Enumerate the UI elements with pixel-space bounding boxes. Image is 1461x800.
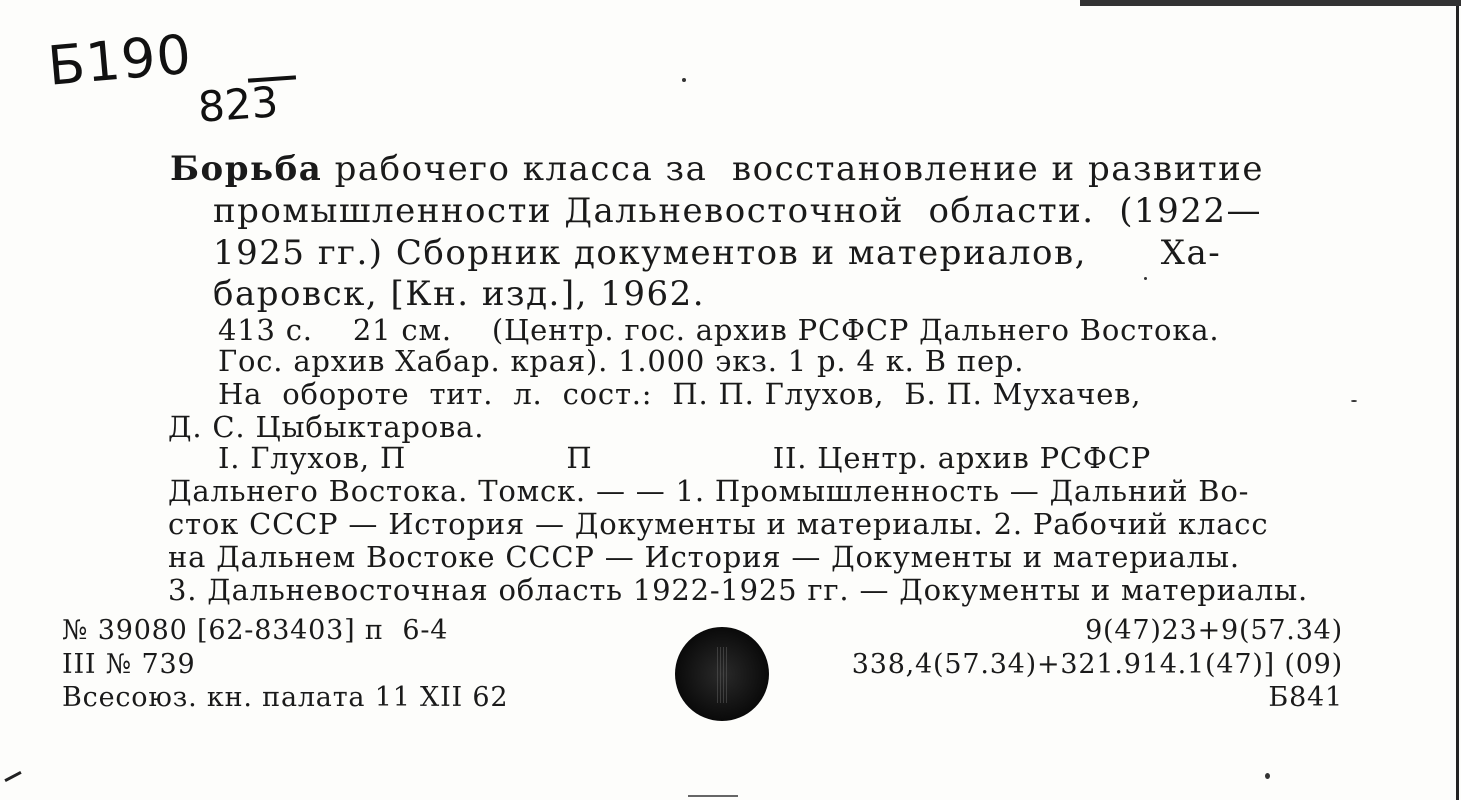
title-line-4: баровск, [Кн. изд.], 1962.	[213, 274, 706, 314]
collation-line-4: Д. С. Цыбыктарова.	[168, 410, 485, 444]
collation-line-2: Гос. архив Хабар. края). 1.000 экз. 1 р. 4 к. В пер.	[218, 344, 1025, 378]
title-text-1: рабочего класса за восстановление и развитие	[334, 149, 1264, 189]
tracing-line-1: I. Глухов, П П II. Центр. архив РСФСР	[218, 441, 1152, 475]
tracing-line-3: сток СССР — История — Документы и материалы. 2. Рабочий класс	[168, 507, 1269, 541]
punch-hole	[675, 627, 769, 721]
card-edge-top	[1080, 0, 1461, 6]
footer-right-line-3: Б841	[1268, 682, 1343, 713]
footer-left-line-3: Всесоюз. кн. палата 11 XII 62	[62, 682, 509, 713]
title-line-1	[170, 149, 1264, 189]
footer-right-line-1: 9(47)23+9(57.34)	[1085, 615, 1343, 646]
footer-right-line-2: 338,4(57.34)+321.914.1(47)] (09)	[851, 649, 1343, 680]
tracing-line-5: 3. Дальневосточная область 1922-1925 гг. — Документы и материалы.	[168, 573, 1308, 607]
pen-mark	[4, 771, 21, 782]
handwritten-shelfmark	[40, 22, 320, 135]
tracing-line-4: на Дальнем Востоке СССР — История — Документы и материалы.	[168, 540, 1240, 574]
dust-speck	[1351, 400, 1357, 402]
shelfmark-main: Б190	[45, 22, 195, 98]
shelfmark-sub: 823	[196, 77, 280, 132]
footer-left-line-2: III № 739	[62, 649, 196, 680]
dust-speck	[1265, 773, 1270, 779]
title-line-2: промышленности Дальневосточной области. (1922—	[213, 191, 1263, 231]
edge-mark	[688, 795, 738, 797]
dust-speck	[682, 78, 686, 82]
dust-speck	[1144, 277, 1147, 280]
heading-word: Борьба	[170, 149, 323, 189]
collation-line-1: 413 с. 21 см. (Центр. гос. архив РСФСР Дальнего Востока.	[218, 313, 1220, 347]
tracing-line-2: Дальнего Востока. Томск. — — 1. Промышленность — Дальний Во-	[168, 474, 1250, 508]
footer-left-line-1: № 39080 [62-83403] п 6-4	[62, 615, 449, 646]
title-line-3: 1925 гг.) Сборник документов и материалов, Ха-	[213, 233, 1222, 273]
collation-line-3: На обороте тит. л. сост.: П. П. Глухов, Б. П. Мухачев,	[218, 377, 1142, 411]
card-edge-right	[1456, 0, 1459, 800]
